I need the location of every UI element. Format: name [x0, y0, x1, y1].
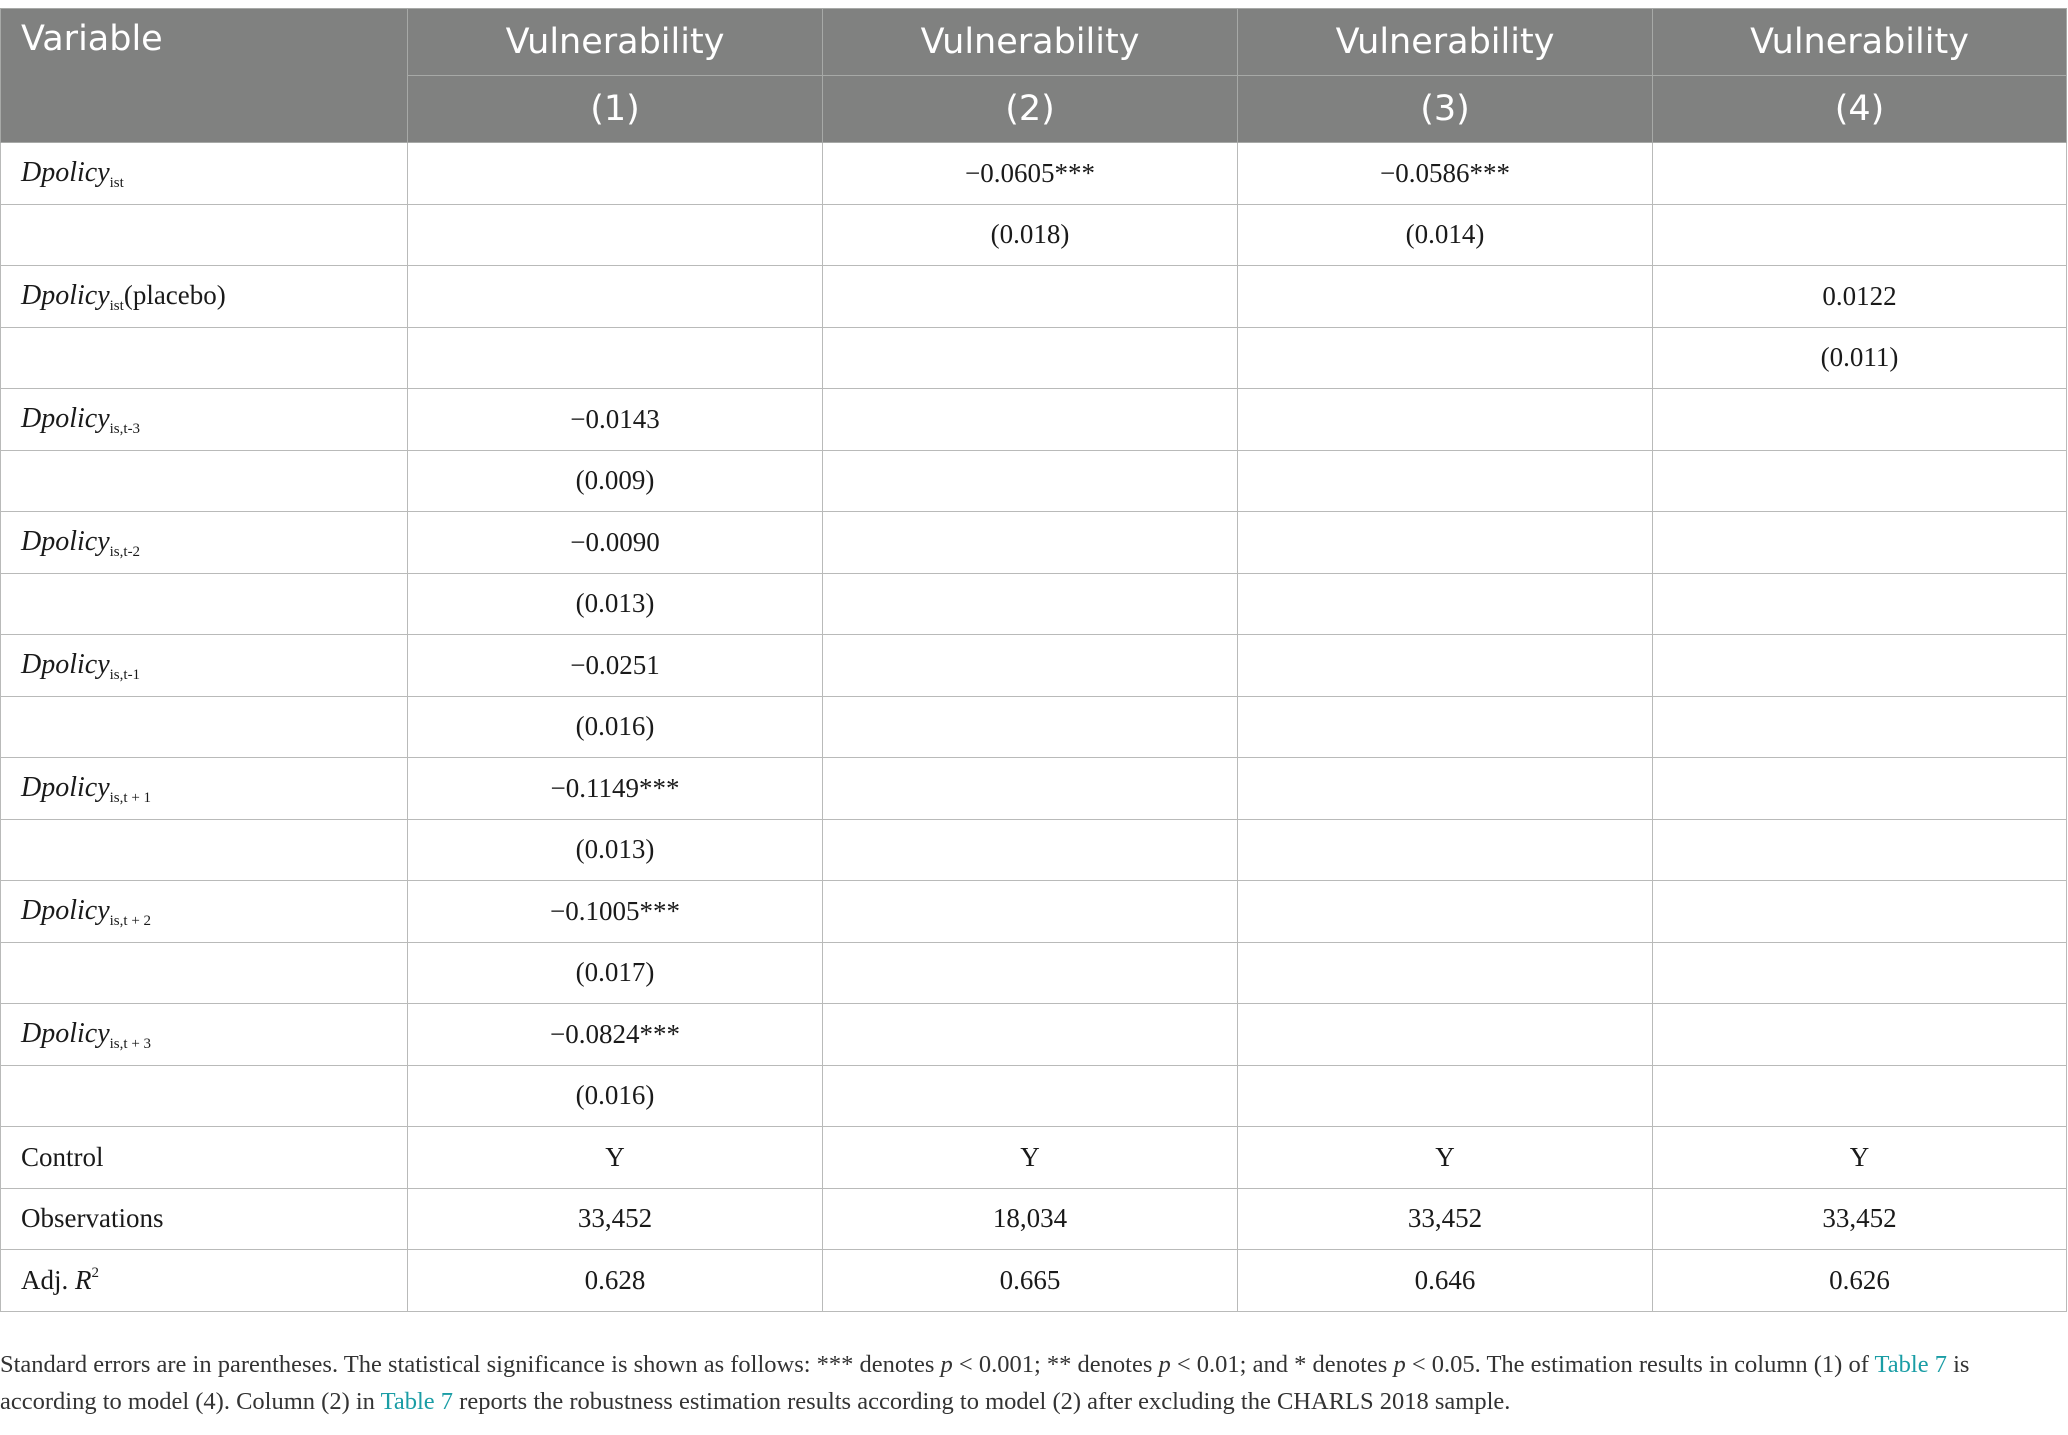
std-error-row: [1, 1065, 2067, 1127]
std-error-cell: [1653, 450, 2067, 512]
coefficient-cell: −0.0586***: [1238, 143, 1653, 205]
std-error-cell: [408, 327, 823, 389]
std-error-cell: [1238, 942, 1653, 1004]
variable-cell: [1, 881, 408, 943]
regression-table: [0, 8, 2067, 1312]
coefficient-cell: [823, 266, 1238, 328]
variable-cell: [1, 143, 408, 205]
header-vulnerability-4: Vulnerability: [1653, 9, 2067, 76]
header-vulnerability-3: Vulnerability: [1238, 9, 1653, 76]
std-error-row: [1, 573, 2067, 635]
variable-name: Dpolicy: [21, 1018, 110, 1050]
variable-cell: [1, 573, 408, 635]
table-header: [1, 9, 2067, 143]
coefficient-cell: [1653, 389, 2067, 451]
variable-name: Dpolicy: [21, 403, 110, 435]
variable-cell: [1, 942, 408, 1004]
header-col-4: (4): [1653, 76, 2067, 143]
std-error-cell: [408, 204, 823, 266]
coefficient-cell: [823, 635, 1238, 697]
variable-subscript: is,t + 3: [109, 1036, 152, 1053]
variable-subscript: is,t-2: [109, 544, 141, 561]
variable-cell: [1, 512, 408, 574]
variable-subscript: is,t + 1: [109, 790, 152, 807]
coefficient-cell: [1653, 758, 2067, 820]
control-cell: Y: [823, 1127, 1238, 1189]
variable-subscript: is,t-3: [109, 421, 141, 438]
coefficient-cell: [1238, 758, 1653, 820]
table-body: [1, 143, 2067, 1312]
control-cell: Y: [408, 1127, 823, 1189]
std-error-cell: (0.016): [408, 1065, 823, 1127]
std-error-cell: [823, 450, 1238, 512]
adj-r2-cell: 0.626: [1653, 1250, 2067, 1312]
coefficient-cell: [1238, 266, 1653, 328]
observations-cell: 33,452: [1653, 1188, 2067, 1250]
coefficient-cell: [1238, 512, 1653, 574]
coefficient-cell: [1238, 635, 1653, 697]
std-error-cell: [1238, 819, 1653, 881]
adj-r2-row: [1, 1250, 2067, 1312]
coefficient-cell: [408, 266, 823, 328]
coefficient-cell: [1653, 635, 2067, 697]
coefficient-cell: −0.0251: [408, 635, 823, 697]
header-col-1: (1): [408, 76, 823, 143]
coefficient-row: [1, 512, 2067, 574]
std-error-row: [1, 450, 2067, 512]
coefficient-cell: [823, 758, 1238, 820]
coefficient-cell: [1238, 1004, 1653, 1066]
std-error-cell: (0.018): [823, 204, 1238, 266]
adj-r2-cell: 0.665: [823, 1250, 1238, 1312]
coefficient-row: [1, 143, 2067, 205]
std-error-cell: [1653, 573, 2067, 635]
std-error-cell: (0.009): [408, 450, 823, 512]
footnote-p: p: [1158, 1351, 1171, 1378]
adj-r2-label: [1, 1250, 408, 1312]
std-error-cell: [823, 942, 1238, 1004]
variable-name: Dpolicy: [21, 649, 110, 681]
std-error-cell: [1238, 450, 1653, 512]
coefficient-cell: [823, 1004, 1238, 1066]
std-error-row: [1, 942, 2067, 1004]
std-error-cell: (0.017): [408, 942, 823, 1004]
footnote-text: is according to model (4). Column (2) in: [0, 1351, 1970, 1415]
std-error-row: [1, 204, 2067, 266]
std-error-row: [1, 696, 2067, 758]
header-vulnerability-1: Vulnerability: [408, 9, 823, 76]
header-variable: Variable: [1, 9, 408, 143]
variable-cell: [1, 819, 408, 881]
variable-name: Dpolicy: [21, 280, 110, 312]
std-error-cell: (0.013): [408, 819, 823, 881]
std-error-cell: [1653, 942, 2067, 1004]
variable-subscript: ist: [109, 175, 124, 192]
std-error-cell: [1238, 696, 1653, 758]
coefficient-row: [1, 881, 2067, 943]
std-error-cell: [1238, 1065, 1653, 1127]
control-label: Control: [1, 1127, 408, 1189]
footnote-text: Standard errors are in parentheses. The statistical significance is shown as follows: *** denotes: [0, 1351, 941, 1378]
variable-cell: [1, 327, 408, 389]
adj-r2-cell: 0.628: [408, 1250, 823, 1312]
std-error-cell: [823, 573, 1238, 635]
variable-cell: [1, 1065, 408, 1127]
header-vulnerability-2: Vulnerability: [823, 9, 1238, 76]
variable-name: Dpolicy: [21, 526, 110, 558]
coefficient-row: [1, 635, 2067, 697]
variable-name: Dpolicy: [21, 895, 110, 927]
footnote-p: p: [940, 1351, 953, 1378]
variable-cell: [1, 204, 408, 266]
variable-cell: [1, 266, 408, 328]
adj-r2-label-text: Adj.: [21, 1264, 75, 1295]
std-error-cell: [1238, 327, 1653, 389]
variable-suffix: (placebo): [123, 280, 226, 311]
coefficient-cell: −0.1005***: [408, 881, 823, 943]
coefficient-row: [1, 1004, 2067, 1066]
observations-cell: 33,452: [408, 1188, 823, 1250]
std-error-cell: [1653, 696, 2067, 758]
coefficient-cell: [823, 389, 1238, 451]
coefficient-row: [1, 758, 2067, 820]
variable-subscript: ist: [109, 298, 124, 315]
variable-cell: [1, 450, 408, 512]
coefficient-cell: −0.0605***: [823, 143, 1238, 205]
std-error-cell: [1653, 1065, 2067, 1127]
coefficient-cell: −0.0090: [408, 512, 823, 574]
coefficient-cell: [823, 512, 1238, 574]
coefficient-cell: [1653, 881, 2067, 943]
coefficient-cell: [1238, 389, 1653, 451]
std-error-cell: [1238, 573, 1653, 635]
std-error-row: [1, 327, 2067, 389]
observations-label: Observations: [1, 1188, 408, 1250]
std-error-cell: (0.016): [408, 696, 823, 758]
header-col-2: (2): [823, 76, 1238, 143]
variable-subscript: is,t-1: [109, 667, 141, 684]
coefficient-cell: [1653, 512, 2067, 574]
footnote-text: < 0.001; ** denotes: [952, 1351, 1159, 1378]
std-error-cell: [1653, 204, 2067, 266]
coefficient-cell: 0.0122: [1653, 266, 2067, 328]
coefficient-cell: [823, 881, 1238, 943]
footnote-text: < 0.01; and * denotes: [1170, 1351, 1394, 1378]
adj-r2-label-r: R: [75, 1264, 92, 1295]
coefficient-cell: −0.0824***: [408, 1004, 823, 1066]
table-7-link[interactable]: Table 7: [380, 1388, 454, 1415]
variable-cell: [1, 696, 408, 758]
std-error-cell: [823, 327, 1238, 389]
variable-subscript: is,t + 2: [109, 913, 152, 930]
coefficient-cell: [1653, 143, 2067, 205]
variable-cell: [1, 635, 408, 697]
std-error-cell: [823, 1065, 1238, 1127]
table-footnote: [0, 1346, 2030, 1420]
control-cell: Y: [1238, 1127, 1653, 1189]
coefficient-cell: −0.1149***: [408, 758, 823, 820]
table-7-link[interactable]: Table 7: [1874, 1351, 1947, 1378]
std-error-cell: (0.014): [1238, 204, 1653, 266]
variable-cell: [1, 389, 408, 451]
std-error-row: [1, 819, 2067, 881]
footnote-text: < 0.05. The estimation results in column (1) of: [1405, 1351, 1875, 1378]
coefficient-cell: [1238, 881, 1653, 943]
variable-name: Dpolicy: [21, 157, 110, 189]
adj-r2-label-sup: 2: [91, 1264, 99, 1281]
control-cell: Y: [1653, 1127, 2067, 1189]
control-row: [1, 1127, 2067, 1189]
adj-r2-cell: 0.646: [1238, 1250, 1653, 1312]
observations-row: [1, 1188, 2067, 1250]
coefficient-cell: [408, 143, 823, 205]
header-row-1: [1, 9, 2067, 76]
coefficient-cell: −0.0143: [408, 389, 823, 451]
regression-table-container: [0, 8, 2066, 1312]
coefficient-cell: [1653, 1004, 2067, 1066]
coefficient-row: [1, 266, 2067, 328]
std-error-cell: [823, 696, 1238, 758]
std-error-cell: [1653, 819, 2067, 881]
coefficient-row: [1, 389, 2067, 451]
std-error-cell: (0.011): [1653, 327, 2067, 389]
footnote-text: reports the robustness estimation results according to model (2) after excluding the CHARLS 2018 sample.: [453, 1388, 1511, 1415]
header-col-3: (3): [1238, 76, 1653, 143]
footnote-p: p: [1393, 1351, 1406, 1378]
variable-cell: [1, 1004, 408, 1066]
std-error-cell: [823, 819, 1238, 881]
variable-name: Dpolicy: [21, 772, 110, 804]
observations-cell: 18,034: [823, 1188, 1238, 1250]
variable-cell: [1, 758, 408, 820]
observations-cell: 33,452: [1238, 1188, 1653, 1250]
std-error-cell: (0.013): [408, 573, 823, 635]
